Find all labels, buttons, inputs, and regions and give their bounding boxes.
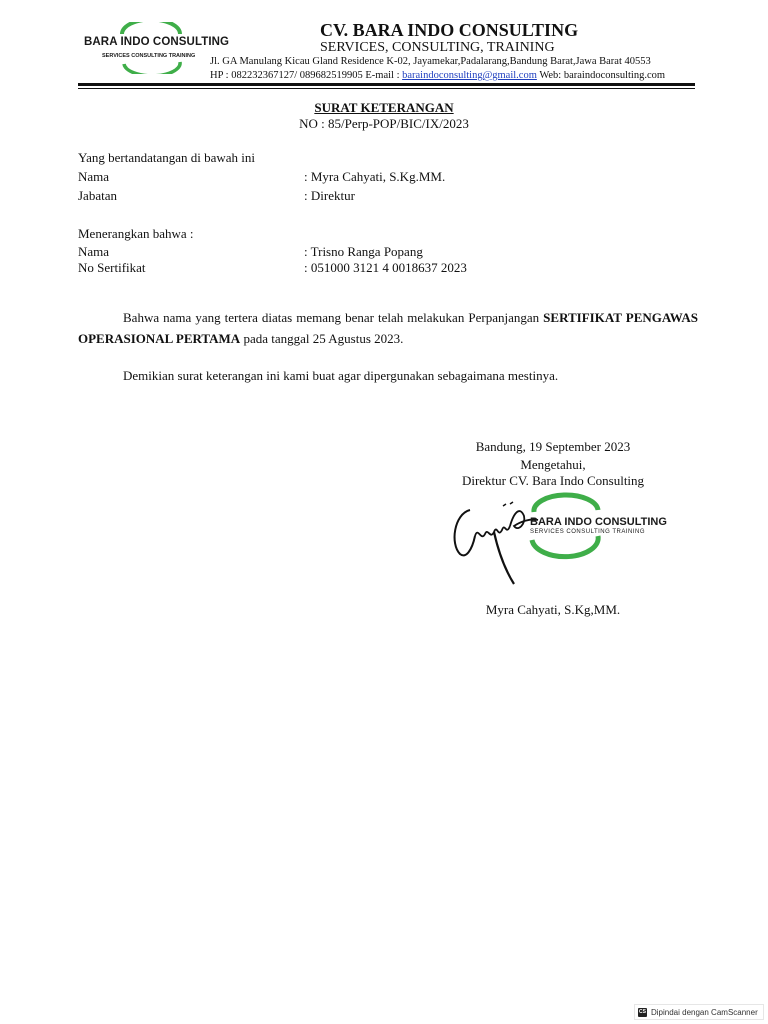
signer-position: Direktur CV. Bara Indo Consulting (461, 473, 645, 488)
acknowledged-label: Mengetahui, (520, 457, 586, 472)
signer-name: Myra Cahyati, S.Kg,MM. (485, 602, 621, 617)
email-link[interactable]: baraindoconsulting@gmail.com (402, 70, 537, 81)
body-text-part2: pada tanggal 25 Agustus 2023. (240, 331, 404, 346)
certificate-title: SERTIFIKAT PENGAWAS OPERASIONAL PERTAMA (78, 310, 698, 346)
logo-tagline: SERVICES CONSULTING TRAINING (102, 53, 196, 59)
stamp-name: BARA INDO CONSULTING (530, 516, 667, 528)
body-text-part1: Bahwa nama yang tertera diatas memang benar telah melakukan Perpanjangan (123, 310, 544, 325)
logo-name: BARA INDO CONSULTING (84, 36, 230, 48)
contact-phone: HP : 082232367127/ 089682519905 E-mail : (210, 70, 403, 81)
closing-text: Demikian surat keterangan ini kami buat agar dipergunakan sebagaimana mestinya. (123, 368, 559, 383)
letterhead-divider (78, 83, 695, 86)
closing-paragraph (78, 365, 698, 386)
watermark-text: Dipindai dengan CamScanner (651, 1007, 758, 1017)
signatory-name-value: : Myra Cahyati, S.Kg.MM. (304, 169, 446, 184)
place-date: Bandung, 19 September 2023 (475, 439, 631, 454)
subject-name-value: : Trisno Ranga Popang (304, 244, 423, 259)
company-contact (210, 70, 665, 81)
document-number: NO : 85/Perp-POP/BIC/IX/2023 (299, 116, 469, 131)
subject-intro: Menerangkan bahwa : (78, 226, 194, 241)
company-address: Jl. GA Manulang Kicau Gland Residence K-02, Jayamekar,Padalarang,Bandung Barat,Jawa Barat 40553 (210, 56, 651, 67)
signatory-intro: Yang bertandatangan di bawah ini (78, 150, 256, 165)
camscanner-icon: CS (639, 1009, 646, 1015)
subject-name-label: Nama (78, 244, 110, 259)
company-tagline: SERVICES, CONSULTING, TRAINING (320, 40, 555, 55)
body-paragraph (78, 307, 698, 349)
signature-stamp (448, 492, 678, 592)
letterhead-divider-thin (78, 88, 695, 89)
certificate-number-label: No Sertifikat (78, 260, 146, 275)
stamp-tagline: SERVICES CONSULTING TRAINING (530, 529, 646, 535)
scanner-watermark (634, 1004, 764, 1020)
handwritten-signature-icon (448, 492, 678, 592)
signatory-position-value: : Direktur (304, 188, 355, 203)
signatory-name-label: Nama (78, 169, 110, 184)
contact-web: Web: baraindoconsulting.com (536, 70, 666, 81)
certificate-number-value: : 051000 3121 4 0018637 2023 (304, 260, 467, 275)
company-name: CV. BARA INDO CONSULTING (320, 20, 579, 40)
signatory-position-label: Jabatan (78, 188, 117, 203)
document-title: SURAT KETERANGAN (314, 100, 454, 115)
